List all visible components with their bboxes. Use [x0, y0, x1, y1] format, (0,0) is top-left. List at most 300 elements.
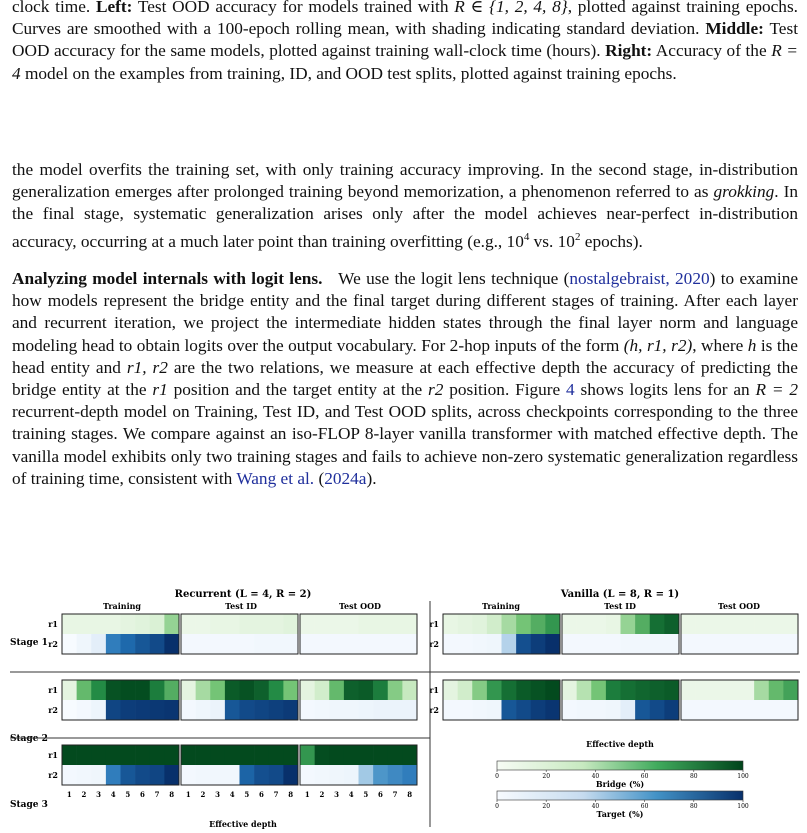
- recurrent-s1-p3-r2-cell: [315, 634, 330, 654]
- citation-link-wang[interactable]: Wang et al.: [236, 468, 315, 488]
- vanilla-s2-p1-r2-cell: [502, 700, 517, 720]
- recurrent-s3-p3-r1-cell: [402, 745, 417, 765]
- para2-i: recurrent-depth model on Training, Test ID, and Test OOD splits, across checkpoints corresponding to the three training stages. We compare against an iso-FLOP 8-layer vanilla transformer with matched effective depth. The vanilla model exhibits only two training stages and fails to achieve non-zero systematic generalization regardless of training time, consistent with: [12, 402, 798, 488]
- recurrent-s3-p1-r2-cell: [150, 765, 165, 785]
- vanilla-s1-p3-r2-cell: [740, 634, 755, 654]
- recurrent-s3-p2-r1-cell: [225, 745, 240, 765]
- para1-d: epochs).: [580, 231, 643, 251]
- split-label-training: Training: [102, 601, 142, 611]
- recurrent-s3-p2-r2-cell: [210, 765, 225, 785]
- vanilla-s2-p1-r2-cell: [545, 700, 560, 720]
- depth-tick: 1: [304, 790, 310, 799]
- para2-j: ).: [366, 468, 377, 488]
- vanilla-s2-p3-r1-cell: [740, 680, 755, 700]
- vanilla-s1-p3-r1-cell: [769, 614, 784, 634]
- depth-tick: 2: [81, 790, 87, 799]
- vanilla-s1-p1-r1-cell: [487, 614, 502, 634]
- vanilla-s1-p2-r1-cell: [650, 614, 665, 634]
- depth-tick: 8: [407, 790, 413, 799]
- colorbar-tick-label: 80: [689, 773, 698, 780]
- vanilla-s2-p3-r1-cell: [710, 680, 725, 700]
- vanilla-s2-p1-r2-cell: [487, 700, 502, 720]
- recurrent-s2-p1-r1-cell: [150, 680, 165, 700]
- row-label: r1: [429, 619, 439, 629]
- recurrent-s3-p2-r2-cell: [254, 765, 269, 785]
- recurrent-s3-p1-r1-cell: [121, 745, 136, 765]
- recurrent-s1-p2-r2-cell: [283, 634, 298, 654]
- caption-left-label: Left:: [95, 0, 133, 16]
- vanilla-s1-p2-r2-cell: [591, 634, 606, 654]
- row-label: r1: [429, 685, 439, 695]
- vanilla-title: Vanilla (L = 8, R = 1): [560, 589, 680, 600]
- vanilla-s2-p3-r1-cell: [725, 680, 740, 700]
- vanilla-s2-p1-r1-cell: [502, 680, 517, 700]
- vanilla-s1-p3-r1-cell: [696, 614, 711, 634]
- recurrent-s1-p3-r2-cell: [344, 634, 359, 654]
- recurrent-s3-p2-r2-cell: [181, 765, 196, 785]
- recurrent-s3-p1-r2-cell: [121, 765, 136, 785]
- depth-tick: 2: [200, 790, 206, 799]
- split-label-test-ood: Test OOD: [339, 601, 381, 611]
- para2-b: ) to examine how models represent the bridge entity and the final target during different stages of training. After each layer and recurrent iteration, we project the intermediate hidden states through the final layer norm and language modeling head to obtain logits over the output vocabulary. For 2-hop inputs of the form: [12, 269, 799, 355]
- vanilla-s2-p1-r2-cell: [443, 700, 458, 720]
- bridge-colorbar: [497, 761, 743, 770]
- recurrent-s1-p2-r1-cell: [181, 614, 196, 634]
- vanilla-s1-p3-r2-cell: [769, 634, 784, 654]
- recurrent-s1-p2-r1-cell: [225, 614, 240, 634]
- depth-tick: 8: [288, 790, 294, 799]
- vanilla-s2-p3-r2-cell: [725, 700, 740, 720]
- recurrent-s2-p3-r1-cell: [373, 680, 388, 700]
- recurrent-s1-p1-r1-cell: [62, 614, 77, 634]
- vanilla-s1-p2-r2-cell: [650, 634, 665, 654]
- recurrent-s2-p3-r1-cell: [344, 680, 359, 700]
- recurrent-s2-p3-r1-cell: [300, 680, 315, 700]
- recurrent-s1-p1-r1-cell: [164, 614, 179, 634]
- recurrent-s3-p2-r2-cell: [283, 765, 298, 785]
- recurrent-s2-p2-r2-cell: [181, 700, 196, 720]
- recurrent-s3-p2-r2-cell: [240, 765, 255, 785]
- recurrent-s2-p1-r1-cell: [62, 680, 77, 700]
- recurrent-s1-p3-r1-cell: [300, 614, 315, 634]
- vanilla-s2-p1-r1-cell: [516, 680, 531, 700]
- vanilla-s2-p3-r2-cell: [710, 700, 725, 720]
- r-equals: R = 2: [755, 380, 799, 400]
- vanilla-s2-p2-r2-cell: [635, 700, 650, 720]
- figure-caption: [12, 0, 798, 85]
- recurrent-s1-p1-r2-cell: [164, 634, 179, 654]
- para1-exp1: 4: [523, 230, 530, 243]
- citation-link-nostalgebraist[interactable]: nostalgebraist, 2020: [569, 269, 710, 288]
- recurrent-s1-p3-r2-cell: [373, 634, 388, 654]
- recurrent-s1-p2-r2-cell: [225, 634, 240, 654]
- vanilla-s1-p1-r1-cell: [516, 614, 531, 634]
- vanilla-s2-p1-r2-cell: [516, 700, 531, 720]
- vanilla-s1-p1-r1-cell: [531, 614, 546, 634]
- vanilla-s2-p3-r2-cell: [783, 700, 798, 720]
- vanilla-s1-p2-r2-cell: [577, 634, 592, 654]
- vanilla-s2-p2-r2-cell: [591, 700, 606, 720]
- vanilla-s2-p2-r1-cell: [577, 680, 592, 700]
- recurrent-s2-p3-r2-cell: [359, 700, 374, 720]
- caption-middle-text: Test OOD accuracy for the same models, plotted against training wall-clock time (hours).: [12, 19, 798, 61]
- vanilla-s2-p1-r1-cell: [531, 680, 546, 700]
- depth-tick: 8: [169, 790, 175, 799]
- recurrent-s3-p3-r2-cell: [315, 765, 330, 785]
- para2-c: , where: [692, 335, 744, 355]
- vanilla-split-label-test-id: Test ID: [604, 601, 636, 611]
- recurrent-s3-p3-r2-cell: [359, 765, 374, 785]
- recurrent-s2-p2-r2-cell: [254, 700, 269, 720]
- vanilla-s1-p1-r2-cell: [443, 634, 458, 654]
- vanilla-s2-p1-r2-cell: [472, 700, 487, 720]
- vanilla-s1-p3-r2-cell: [681, 634, 696, 654]
- recurrent-s2-p2-r2-cell: [269, 700, 284, 720]
- vanilla-s2-p3-r1-cell: [769, 680, 784, 700]
- recurrent-s3-p2-r1-cell: [196, 745, 211, 765]
- para2-f: position and the target entity at the: [173, 380, 423, 400]
- recurrent-s2-p2-r1-cell: [196, 680, 211, 700]
- vanilla-s1-p1-r2-cell: [531, 634, 546, 654]
- recurrent-s1-p1-r1-cell: [106, 614, 121, 634]
- colorbar-ticks: [495, 770, 749, 810]
- vanilla-s1-p1-r1-cell: [545, 614, 560, 634]
- colorbar-tick-label: 60: [640, 773, 649, 780]
- vanilla-s1-p3-r2-cell: [754, 634, 769, 654]
- recurrent-s2-p3-r2-cell: [344, 700, 359, 720]
- recurrent-s2-p3-r2-cell: [329, 700, 344, 720]
- vanilla-s1-p1-r2-cell: [545, 634, 560, 654]
- recurrent-s2-p3-r1-cell: [329, 680, 344, 700]
- recurrent-s1-p3-r1-cell: [359, 614, 374, 634]
- recurrent-s3-p3-r1-cell: [329, 745, 344, 765]
- vanilla-s1-p1-r2-cell: [516, 634, 531, 654]
- vanilla-s1-p2-r1-cell: [591, 614, 606, 634]
- recurrent-s1-p1-r1-cell: [91, 614, 106, 634]
- caption-middle-label: Middle:: [705, 19, 764, 39]
- relations-symbol: r1, r2: [126, 357, 168, 377]
- para2-e: are the two relations, we measure at each effective depth the accuracy of predicting the bridge entity at the: [12, 357, 798, 400]
- recurrent-s2-p3-r2-cell: [373, 700, 388, 720]
- depth-tick: 4: [110, 790, 116, 799]
- vanilla-s1-p2-r1-cell: [606, 614, 621, 634]
- vanilla-s2-p1-r2-cell: [458, 700, 473, 720]
- depth-tick: 6: [377, 790, 383, 799]
- recurrent-s2-p1-r2-cell: [106, 700, 121, 720]
- logit-lens-figure: [0, 581, 807, 833]
- recurrent-s1-p1-r2-cell: [62, 634, 77, 654]
- recurrent-s2-p3-r2-cell: [315, 700, 330, 720]
- vanilla-s1-p3-r2-cell: [725, 634, 740, 654]
- depth-tick: 4: [229, 790, 235, 799]
- row-label: r2: [48, 705, 58, 715]
- recurrent-s3-p1-r2-cell: [77, 765, 92, 785]
- recurrent-s2-p2-r1-cell: [254, 680, 269, 700]
- stage-label-1: Stage 1: [10, 638, 48, 648]
- recurrent-s3-p2-r2-cell: [196, 765, 211, 785]
- recurrent-s2-p1-r2-cell: [91, 700, 106, 720]
- caption-right-label: Right:: [605, 41, 653, 61]
- depth-tick: 1: [66, 790, 72, 799]
- recurrent-s3-p3-r2-cell: [388, 765, 403, 785]
- depth-tick: 5: [244, 790, 250, 799]
- recurrent-s1-p1-r2-cell: [135, 634, 150, 654]
- recurrent-s2-p2-r1-cell: [269, 680, 284, 700]
- recurrent-s1-p1-r1-cell: [135, 614, 150, 634]
- vanilla-s1-p2-r1-cell: [635, 614, 650, 634]
- vanilla-s2-p2-r1-cell: [650, 680, 665, 700]
- vanilla-s1-p1-r2-cell: [502, 634, 517, 654]
- recurrent-s2-p3-r2-cell: [388, 700, 403, 720]
- recurrent-s1-p2-r1-cell: [254, 614, 269, 634]
- caption-left-a: Test OOD accuracy for models trained with: [137, 0, 449, 16]
- r2-symbol: r2: [428, 380, 444, 400]
- recurrent-s1-p1-r2-cell: [77, 634, 92, 654]
- vanilla-s2-p2-r2-cell: [621, 700, 636, 720]
- recurrent-s1-p3-r2-cell: [359, 634, 374, 654]
- citation-year-link[interactable]: 2024a: [324, 468, 367, 488]
- vanilla-s2-p3-r2-cell: [681, 700, 696, 720]
- paragraph-stages: [12, 159, 798, 253]
- vanilla-s1-p1-r2-cell: [487, 634, 502, 654]
- target-colorbar: [497, 791, 743, 800]
- vanilla-s1-p2-r2-cell: [635, 634, 650, 654]
- stage-label-2: Stage 2: [10, 734, 48, 744]
- vanilla-s2-p2-r1-cell: [562, 680, 577, 700]
- grokking-term: grokking: [713, 182, 775, 202]
- vanilla-s1-p2-r2-cell: [664, 634, 679, 654]
- recurrent-s3-p3-r1-cell: [344, 745, 359, 765]
- vanilla-s1-p3-r1-cell: [725, 614, 740, 634]
- recurrent-s1-p1-r2-cell: [91, 634, 106, 654]
- depth-tick: 7: [154, 790, 160, 799]
- vanilla-s1-p2-r2-cell: [562, 634, 577, 654]
- figure-ref-link[interactable]: 4: [566, 380, 575, 400]
- vanilla-s2-p3-r1-cell: [783, 680, 798, 700]
- vanilla-s1-p3-r2-cell: [696, 634, 711, 654]
- vanilla-s1-p1-r1-cell: [458, 614, 473, 634]
- vanilla-s2-p2-r1-cell: [606, 680, 621, 700]
- row-label: r1: [48, 619, 58, 629]
- recurrent-s3-p3-r1-cell: [300, 745, 315, 765]
- recurrent-s3-p1-r1-cell: [62, 745, 77, 765]
- recurrent-s3-p1-r2-cell: [164, 765, 179, 785]
- vanilla-s1-p1-r1-cell: [472, 614, 487, 634]
- vanilla-s1-p2-r2-cell: [606, 634, 621, 654]
- vanilla-s1-p3-r2-cell: [783, 634, 798, 654]
- recurrent-s1-p1-r1-cell: [150, 614, 165, 634]
- caption-set: R ∈ {1, 2, 4, 8}: [454, 0, 568, 16]
- depth-tick: 6: [258, 790, 264, 799]
- recurrent-s2-p3-r1-cell: [388, 680, 403, 700]
- vanilla-s2-p2-r2-cell: [562, 700, 577, 720]
- vanilla-s2-p3-r1-cell: [754, 680, 769, 700]
- vanilla-s1-p2-r1-cell: [577, 614, 592, 634]
- recurrent-s1-p2-r1-cell: [240, 614, 255, 634]
- vanilla-s1-p2-r1-cell: [621, 614, 636, 634]
- vanilla-s2-p3-r2-cell: [769, 700, 784, 720]
- recurrent-s3-p1-r2-cell: [91, 765, 106, 785]
- caption-right-a: Accuracy of the: [655, 41, 767, 61]
- recurrent-s1-p1-r2-cell: [121, 634, 136, 654]
- vanilla-s2-p1-r1-cell: [545, 680, 560, 700]
- vanilla-s1-p3-r2-cell: [710, 634, 725, 654]
- recurrent-s2-p1-r2-cell: [77, 700, 92, 720]
- vanilla-s2-p1-r1-cell: [487, 680, 502, 700]
- recurrent-title: Recurrent (L = 4, R = 2): [174, 589, 312, 600]
- caption-line1: clock time.: [12, 0, 91, 16]
- row-label: r1: [48, 750, 58, 760]
- vanilla-s2-p2-r2-cell: [606, 700, 621, 720]
- para2-d: is the head entity and: [12, 335, 798, 377]
- recurrent-s2-p1-r1-cell: [121, 680, 136, 700]
- row-label: r2: [429, 639, 439, 649]
- vanilla-s2-p2-r1-cell: [621, 680, 636, 700]
- vanilla-s2-p3-r2-cell: [740, 700, 755, 720]
- vanilla-s2-p3-r2-cell: [696, 700, 711, 720]
- recurrent-s3-p1-r2-cell: [135, 765, 150, 785]
- recurrent-s1-p1-r2-cell: [106, 634, 121, 654]
- depth-tick: 1: [185, 790, 191, 799]
- para1-exp2: 2: [574, 230, 581, 243]
- recurrent-s3-p1-r1-cell: [164, 745, 179, 765]
- vanilla-s1-p2-r1-cell: [562, 614, 577, 634]
- recurrent-s2-p1-r2-cell: [150, 700, 165, 720]
- recurrent-s3-p1-r1-cell: [135, 745, 150, 765]
- recurrent-s3-p2-r1-cell: [254, 745, 269, 765]
- recurrent-s1-p2-r2-cell: [210, 634, 225, 654]
- recurrent-s1-p2-r1-cell: [196, 614, 211, 634]
- vanilla-s2-p1-r2-cell: [531, 700, 546, 720]
- recurrent-s3-p3-r1-cell: [373, 745, 388, 765]
- recurrent-s1-p2-r2-cell: [196, 634, 211, 654]
- recurrent-s2-p1-r1-cell: [77, 680, 92, 700]
- recurrent-s2-p2-r1-cell: [181, 680, 196, 700]
- recurrent-s2-p3-r1-cell: [359, 680, 374, 700]
- recurrent-s2-p2-r1-cell: [225, 680, 240, 700]
- recurrent-s2-p3-r2-cell: [300, 700, 315, 720]
- colorbar-tick-label: 60: [640, 803, 649, 810]
- recurrent-s3-p2-r1-cell: [283, 745, 298, 765]
- recurrent-s3-p1-r1-cell: [77, 745, 92, 765]
- row-label: r2: [48, 639, 58, 649]
- para2-a: We use the logit lens technique (: [338, 269, 570, 288]
- colorbar-tick-label: 40: [591, 803, 600, 810]
- colorbar-tick-label: 100: [737, 803, 749, 810]
- recurrent-s3-p2-r1-cell: [181, 745, 196, 765]
- caption-right-b: model on the examples from training, ID, and OOD test splits, plotted against training epochs.: [24, 63, 677, 83]
- vanilla-s2-p2-r2-cell: [650, 700, 665, 720]
- recurrent-s3-p2-r1-cell: [210, 745, 225, 765]
- recurrent-s3-p2-r2-cell: [269, 765, 284, 785]
- recurrent-s2-p1-r1-cell: [106, 680, 121, 700]
- recurrent-s2-p1-r2-cell: [121, 700, 136, 720]
- recurrent-s1-p2-r1-cell: [269, 614, 284, 634]
- recurrent-s2-p2-r1-cell: [210, 680, 225, 700]
- recurrent-s1-p1-r1-cell: [121, 614, 136, 634]
- recurrent-s2-p3-r1-cell: [402, 680, 417, 700]
- vanilla-s2-p1-r1-cell: [472, 680, 487, 700]
- x-axis-label: Effective depth: [209, 819, 277, 829]
- r1-symbol: r1: [152, 380, 168, 400]
- recurrent-s2-p2-r1-cell: [283, 680, 298, 700]
- recurrent-s3-p3-r2-cell: [300, 765, 315, 785]
- vanilla-s2-p2-r2-cell: [664, 700, 679, 720]
- depth-tick: 3: [215, 790, 221, 799]
- vanilla-s1-p1-r1-cell: [502, 614, 517, 634]
- recurrent-s3-p3-r2-cell: [402, 765, 417, 785]
- recurrent-s1-p3-r2-cell: [402, 634, 417, 654]
- recurrent-s2-p2-r2-cell: [210, 700, 225, 720]
- recurrent-s1-p2-r1-cell: [283, 614, 298, 634]
- recurrent-s2-p1-r2-cell: [164, 700, 179, 720]
- recurrent-s2-p2-r1-cell: [240, 680, 255, 700]
- recurrent-s1-p3-r1-cell: [373, 614, 388, 634]
- vanilla-s2-p3-r1-cell: [696, 680, 711, 700]
- recurrent-s1-p1-r2-cell: [150, 634, 165, 654]
- target-colorbar-label: Target (%): [596, 809, 644, 819]
- row-label: r2: [429, 705, 439, 715]
- recurrent-s1-p2-r2-cell: [254, 634, 269, 654]
- vanilla-s1-p3-r1-cell: [783, 614, 798, 634]
- caption-left-b: , plotted against training epochs. Curves are smoothed with a 100-epoch rolling mean, with shading indicating standard deviation.: [12, 0, 798, 39]
- vanilla-s1-p1-r2-cell: [458, 634, 473, 654]
- vanilla-split-label-test-ood: Test OOD: [718, 601, 760, 611]
- para1-c: vs. 10: [529, 231, 575, 251]
- stage-label-3: Stage 3: [10, 800, 48, 810]
- recurrent-s1-p2-r2-cell: [181, 634, 196, 654]
- depth-tick: 3: [334, 790, 340, 799]
- colorbar-tick-label: 100: [737, 773, 749, 780]
- recurrent-s1-p2-r2-cell: [269, 634, 284, 654]
- recurrent-s3-p1-r2-cell: [106, 765, 121, 785]
- recurrent-s2-p3-r1-cell: [315, 680, 330, 700]
- recurrent-s3-p1-r1-cell: [106, 745, 121, 765]
- vanilla-split-label-training: Training: [481, 601, 521, 611]
- recurrent-s2-p1-r1-cell: [135, 680, 150, 700]
- recurrent-s1-p3-r2-cell: [388, 634, 403, 654]
- recurrent-s2-p1-r2-cell: [62, 700, 77, 720]
- depth-tick: 5: [363, 790, 369, 799]
- colorbar-tick-label: 40: [591, 773, 600, 780]
- colorbar-tick-label: 0: [495, 803, 499, 810]
- colorbar-tick-label: 0: [495, 773, 499, 780]
- recurrent-s2-p1-r2-cell: [135, 700, 150, 720]
- vanilla-s1-p1-r1-cell: [443, 614, 458, 634]
- recurrent-s1-p3-r2-cell: [300, 634, 315, 654]
- row-label: r2: [48, 770, 58, 780]
- depth-tick: 2: [319, 790, 325, 799]
- depth-ticks: [67, 790, 412, 799]
- recurrent-s3-p3-r2-cell: [344, 765, 359, 785]
- vanilla-s2-p3-r1-cell: [681, 680, 696, 700]
- depth-tick: 7: [392, 790, 398, 799]
- recurrent-s3-p2-r1-cell: [240, 745, 255, 765]
- vanilla-x-axis-label: Effective depth: [586, 739, 654, 749]
- colorbar-tick-label: 20: [542, 803, 551, 810]
- split-label-test-id: Test ID: [225, 601, 257, 611]
- recurrent-s3-p1-r1-cell: [91, 745, 106, 765]
- vanilla-s1-p1-r2-cell: [472, 634, 487, 654]
- para1-a: the model overfits the training set, with only training accuracy improving. In the second stage, in-distribution generalization emerges after prolonged training beyond memorization, a phenomenon referred to as: [12, 160, 798, 202]
- recurrent-s1-p3-r1-cell: [315, 614, 330, 634]
- recurrent-s1-p3-r1-cell: [388, 614, 403, 634]
- para2-g: position. Figure: [449, 380, 561, 400]
- recurrent-s3-p2-r1-cell: [269, 745, 284, 765]
- vanilla-s1-p2-r2-cell: [621, 634, 636, 654]
- vanilla-s2-p1-r1-cell: [458, 680, 473, 700]
- recurrent-s3-p3-r2-cell: [329, 765, 344, 785]
